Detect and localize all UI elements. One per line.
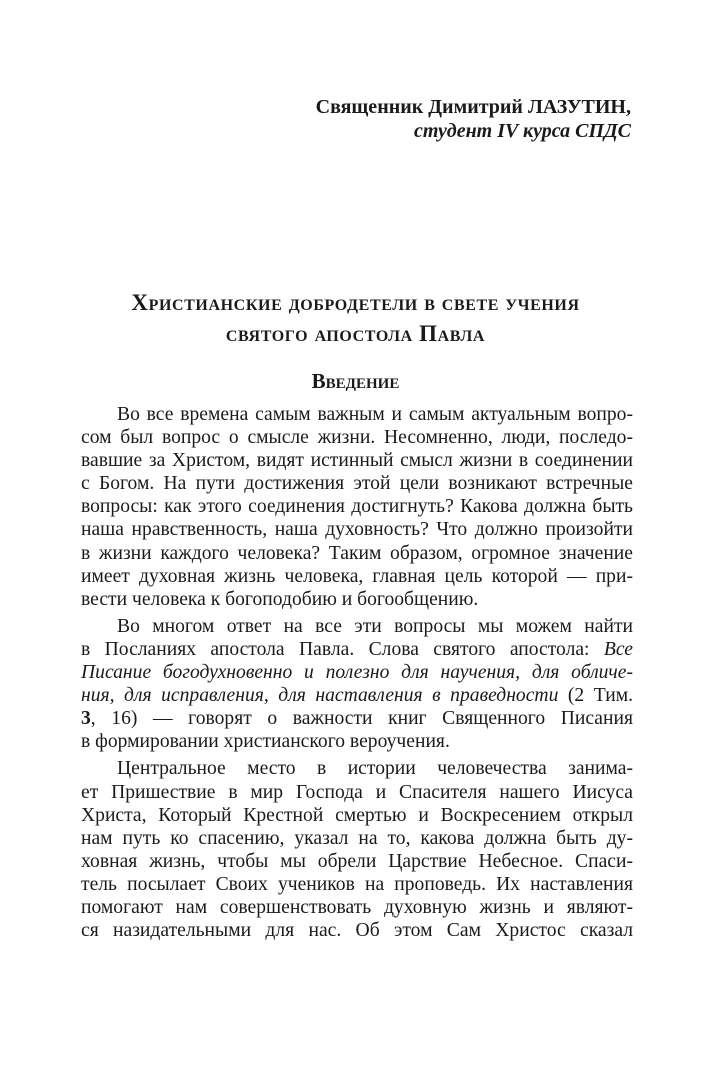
text-line: ет Пришествие в мир Господа и Спасителя нашего Иисуса	[81, 781, 633, 803]
paragraph-2	[81, 615, 633, 754]
text-line: вопросы: как этого соединения достигнуть? Какова должна быть	[81, 496, 633, 518]
quote-line: Писание богодухновенно и полезно для научения, для обличе-	[81, 662, 633, 684]
text-line	[81, 638, 633, 661]
text-line	[81, 684, 633, 707]
text-line: наша нравственность, наша духовность? Что должно произойти	[81, 519, 633, 541]
text-line	[81, 707, 633, 730]
text-line: с Богом. На пути достижения этой цели возникают встречные	[81, 473, 633, 495]
text-line: вести человека к богоподобию и богообщению.	[81, 588, 479, 610]
article-body	[81, 403, 633, 942]
author-block	[316, 95, 631, 143]
quote-text: Все	[603, 638, 633, 660]
text-line: ся назидательными для нас. Об этом Сам Христос сказал	[81, 920, 633, 942]
text-line: в жизни каждого человека? Таким образом, огромное значение	[81, 542, 633, 564]
article-title-line-1: Христианские добродетели в свете учения	[131, 290, 580, 315]
text-line: Христа, Который Крестной смертью и Воскресением открыл	[81, 804, 633, 826]
text-line: сом был вопрос о смысле жизни. Несомненно, люди, последо-	[81, 427, 633, 449]
section-heading: Введение	[311, 369, 400, 393]
citation-text: (2 Тим.	[558, 685, 634, 707]
article-title	[78, 287, 633, 349]
text-line: Во многом ответ на все эти вопросы мы можем найти	[117, 615, 633, 637]
article-title-line-2: святого апостола Павла	[225, 321, 486, 346]
text-line: нам путь ко спасению, указал на то, какова должна быть ду-	[81, 827, 633, 849]
text-line: Центральное место в истории человечества занима-	[117, 758, 633, 780]
paragraph-3	[81, 757, 633, 942]
paragraph-1	[81, 403, 633, 611]
text-line: в формировании христианского вероучения.	[81, 731, 450, 753]
text-line: имеет духовная жизнь человека, главная цель которой — при-	[81, 565, 633, 587]
text-line: тель посылает Своих учеников на проповедь. Их наставления	[81, 873, 633, 895]
citation-chapter: 3	[81, 708, 91, 730]
text-line: ховная жизнь, чтобы мы обрели Царствие Небесное. Спаси-	[81, 850, 633, 872]
author-name: Священник Димитрий ЛАЗУТИН,	[315, 96, 631, 118]
author-role: студент IV курса СПДС	[414, 120, 631, 142]
text-run: в Посланиях апостола Павла. Слова святого апостола:	[81, 638, 604, 660]
text-run: , 16) — говорят о важности книг Священного Писания	[90, 708, 633, 730]
text-line: помогают нам совершенствовать духовную жизнь и являют-	[81, 896, 633, 918]
quote-text: ния, для исправления, для наставления в праведности	[81, 685, 559, 707]
text-line: Во все времена самым важным и самым актуальным вопро-	[117, 404, 633, 425]
text-line: вавшие за Христом, видят истинный смысл жизни в соединении	[81, 450, 633, 472]
